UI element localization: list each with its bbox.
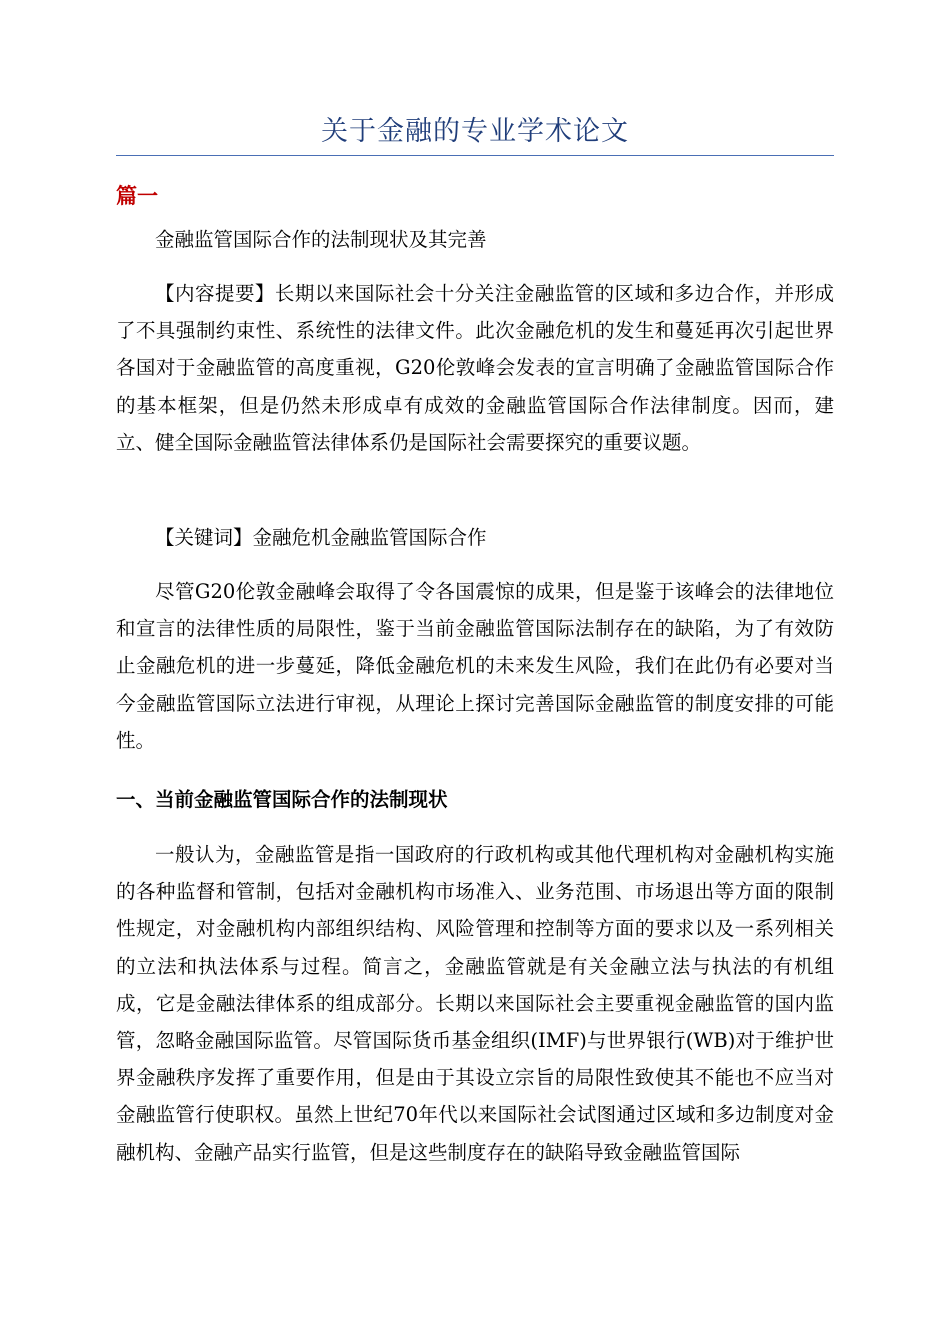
article-subtitle: 金融监管国际合作的法制现状及其完善 [155,228,487,251]
keywords-paragraph: 【关键词】金融危机金融监管国际合作 [155,526,487,549]
abstract-paragraph: 【内容提要】长期以来国际社会十分关注金融监管的区域和多边合作，并形成了不具强制约束性、系统性的法律文件。此次金融危机的发生和蔓延再次引起世界各国对于金融监管的高度重视，G20伦敦峰会发表的宣言明确了金融监管国际合作的基本框架，但是仍然未形成卓有成效的金融监管国际合作法律制度。因而，建立、健全国际金融监管法律体系仍是国际社会需要探究的重要议题。 [116,282,834,454]
document-title: 关于金融的专业学术论文 [321,116,629,147]
section-label: 篇一 [116,184,158,208]
section-heading: 一、当前金融监管国际合作的法制现状 [116,788,448,811]
body-paragraph: 一般认为，金融监管是指一国政府的行政机构或其他代理机构对金融机构实施的各种监督和管制，包括对金融机构市场准入、业务范围、市场退出等方面的限制性规定，对金融机构内部组织结构、风险管理和控制等方面的要求以及一系列相关的立法和执法体系与过程。简言之，金融监管就是有关金融立法与执法的有机组成，它是金融法律体系的组成部分。长期以来国际社会主要重视金融监管的国内监管，忽略金融国际监管。尽管国际货币基金组织(IMF)与世界银行(WB)对于维护世界金融秩序发挥了重要作用，但是由于其设立宗旨的局限性致使其不能也不应当对金融监管行使职权。虽然上世纪70年代以来国际社会试图通过区域和多边制度对金融机构、金融产品实行监管，但是这些制度存在的缺陷导致金融监管国际 [116,843,834,1164]
intro-paragraph: 尽管G20伦敦金融峰会取得了令各国震惊的成果，但是鉴于该峰会的法律地位和宣言的法律性质的局限性，鉴于当前金融监管国际法制存在的缺陷，为了有效防止金融危机的进一步蔓延，降低金融危机的未来发生风险，我们在此仍有必要对当今金融监管国际立法进行审视，从理论上探讨完善国际金融监管的制度安排的可能性。 [116,580,834,752]
title-underline [116,155,834,156]
